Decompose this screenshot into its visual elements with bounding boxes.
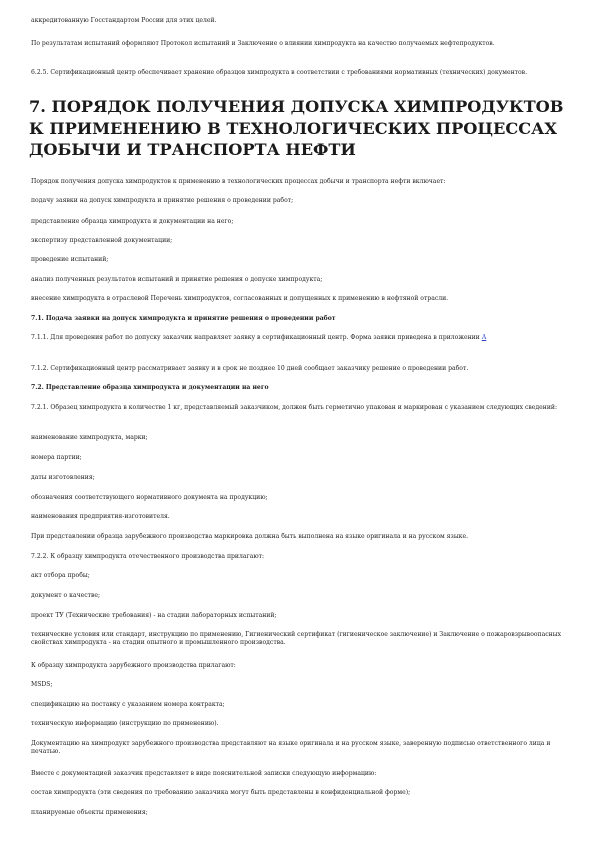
list-item: наименование химпродукта, марки; xyxy=(31,434,148,441)
paragraph: 7.2.1. Образец химпродукта в количестве 1 кг, представляемый заказчиком, должен быть герметично упакован и маркирован с указанием следующих сведений: xyxy=(31,404,557,411)
list-item: проект ТУ (Технические требования) - на стадии лабораторных испытаний; xyxy=(31,612,277,619)
list-item: даты изготовления; xyxy=(31,474,95,481)
paragraph: При представлении образца зарубежного производства маркировка должна быть выполнена на языке оригинала и на русском языке. xyxy=(31,533,469,540)
section-heading: 7. ПОРЯДОК ПОЛУЧЕНИЯ ДОПУСКА ХИМПРОДУКТОВ К ПРИМЕНЕНИЮ В ТЕХНОЛОГИЧЕСКИХ ПРОЦЕССАХ ДОБЫЧИ И ТРАНСПОРТА НЕФТИ xyxy=(29,97,564,159)
list-item: состав химпродукта (эти сведения по требованию заказчика могут быть представлены в конфиденциальной форме); xyxy=(31,789,411,796)
paragraph: аккредитованную Госстандартом России для этих целей. xyxy=(31,17,217,24)
paragraph: По результатам испытаний оформляют Протокол испытаний и Заключение о влиянии химпродукта на качество получаемых нефтепродуктов. xyxy=(31,40,495,47)
paragraph: 7.1.2. Сертификационный центр рассматривает заявку и в срок не позднее 10 дней сообщает заказчику решение о проведении работ. xyxy=(31,365,469,372)
list-item: акт отбора пробы; xyxy=(31,572,90,579)
list-item: номера партии; xyxy=(31,454,82,461)
list-item: спецификацию на поставку с указанием номера контракта; xyxy=(31,701,225,708)
paragraph xyxy=(31,334,567,342)
list-item: представление образца химпродукта и документации на него; xyxy=(31,218,234,225)
paragraph-text: 7.1.1. Для проведения работ по допуску заказчик направляет заявку в сертификационный центр. Форма заявки приведена в приложении xyxy=(31,334,482,341)
paragraph: Документацию на химпродукт зарубежного производства представляют на языке оригинала и на русском языке, заверенную подписью ответственного лица и печатью. xyxy=(31,740,551,756)
list-item: подачу заявки на допуск химпродукта и принятие решения о проведении работ; xyxy=(31,197,294,204)
paragraph: 7.2.2. К образцу химпродукта отечественного производства прилагают: xyxy=(31,553,265,560)
list-item: обозначения соответствующего нормативного документа на продукцию; xyxy=(31,494,268,501)
list-item: экспертизу представленной документации; xyxy=(31,237,173,244)
list-item: наименования предприятия-изготовителя. xyxy=(31,513,170,520)
subsection-heading: 7.1. Подача заявки на допуск химпродукта и принятие решения о проведении работ xyxy=(31,315,336,322)
list-item: проведение испытаний; xyxy=(31,256,109,263)
list-item: внесение химпродукта в отраслевой Перечень химпродуктов, согласованных и допущенных к применению в нефтяной отрасли. xyxy=(31,295,449,302)
appendix-link[interactable]: А xyxy=(481,334,487,341)
list-item: анализ полученных результатов испытаний и принятие решения о допуске химпродукта; xyxy=(31,276,323,283)
list-item: техническую информацию (инструкцию по применению). xyxy=(31,720,219,727)
paragraph: Порядок получения допуска химпродуктов к применению в технологических процессах добычи и транспорта нефти включает: xyxy=(31,178,446,185)
paragraph: К образцу химпродукта зарубежного производства прилагают: xyxy=(31,662,236,669)
subsection-heading: 7.2. Представление образца химпродукта и документации на него xyxy=(31,384,269,391)
paragraph: Вместе с документацией заказчик представляет в виде пояснительной записки следующую информацию: xyxy=(31,770,377,777)
paragraph: 6.2.5. Сертификационный центр обеспечивает хранение образцов химпродукта в соответствии с требованиями нормативных (технических) документов. xyxy=(31,69,528,76)
list-item: планируемые объекты применения; xyxy=(31,809,148,816)
list-item: документ о качестве; xyxy=(31,592,101,599)
list-item: MSDS; xyxy=(31,681,53,688)
list-item: технические условия или стандарт, инструкцию по применению, Гигиенический сертификат (гигиеническое заключение) и Заключение о пожаровзрывоопасных свойствах химпродукта - на стадии опытного и промышленного производства. xyxy=(31,631,562,647)
